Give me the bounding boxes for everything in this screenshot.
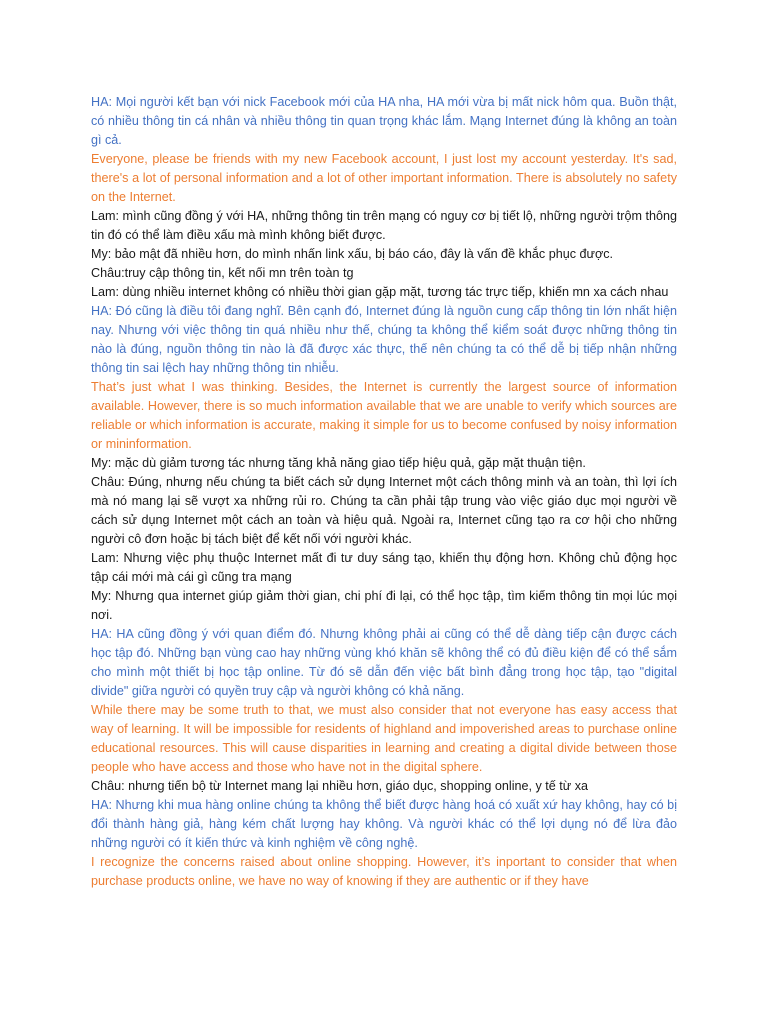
- paragraph-ha-2: HA: Đó cũng là điều tôi đang nghĩ. Bên cạnh đó, Internet đúng là nguồn cung cấp thông tin lớn nhất hiện nay. Nhưng với việc thông tin quá nhiều như thế, chúng ta không thể kiểm soát được những thông tin nào là đúng, nguồn thông tin nào là đã được xác thực, thế nên chúng ta có thể dễ bị tiếp nhận những thông tin sai lệch hay những thông tin nhiễu.: [91, 304, 677, 375]
- paragraph-ha-1-translation: Everyone, please be friends with my new Facebook account, I just lost my account yesterday. It's sad, there's a lot of personal information and a lot of other important information. There is absolutely no safety on the Internet.: [91, 152, 677, 204]
- paragraph-chau-1: Châu:truy cập thông tin, kết nối mn trên toàn tg: [91, 266, 354, 280]
- paragraph-lam-3: Lam: Nhưng việc phụ thuộc Internet mất đi tư duy sáng tạo, khiến thụ động hơn. Không chủ động học tập cái mới mà cái gì cũng tra mạng: [91, 551, 677, 584]
- paragraph-my-1: My: bảo mật đã nhiều hơn, do mình nhấn link xấu, bị báo cáo, đây là vấn đề khắc phục được.: [91, 247, 614, 261]
- paragraph-my-2: My: mặc dù giảm tương tác nhưng tăng khả năng giao tiếp hiệu quả, gặp mặt thuận tiện.: [91, 456, 586, 470]
- paragraph-ha-4-translation: I recognize the concerns raised about online shopping. However, it’s inportant to consider that when purchase products online, we have no way of knowing if they are authentic or if they have: [91, 855, 677, 888]
- paragraph-lam-1: Lam: mình cũng đồng ý với HA, những thông tin trên mạng có nguy cơ bị tiết lộ, những người trộm thông tin đó có thể làm điều xấu mà mình không biết được.: [91, 209, 677, 242]
- paragraph-ha-3: HA: HA cũng đồng ý với quan điểm đó. Nhưng không phải ai cũng có thể dễ dàng tiếp cận được cách học tập đó. Những bạn vùng cao hay những vùng khó khăn sẽ không thể có đủ điều kiện để có thể sắm cho mình một thiết bị học tập online. Từ đó sẽ dẫn đến việc bất bình đẳng trong học tập, tạo "digital divide" giữa người có quyền truy cập và người không có khả năng.: [91, 627, 677, 698]
- paragraph-ha-4: HA: Nhưng khi mua hàng online chúng ta không thể biết được hàng hoá có xuất xứ hay không, hay có bị đổi thành hàng giả, hàng kém chất lượng hay không. Và người khác có thể lợi dụng nó để lừa đảo những người có ít kiến thức và kinh nghiệm về công nghệ.: [91, 798, 677, 850]
- paragraph-ha-3-translation: While there may be some truth to that, we must also consider that not everyone has easy access that way of learning. It will be impossible for residents of highland and impoverished areas to purchase online educational resources. This will cause disparities in learning and creating a digital divide between those people who have access and those who have not in the digital sphere.: [91, 703, 677, 774]
- paragraph-lam-2: Lam: dùng nhiều internet không có nhiều thời gian gặp mặt, tương tác trực tiếp, khiến mn xa cách nhau: [91, 285, 669, 299]
- paragraph-chau-3: Châu: nhưng tiến bộ từ Internet mang lại nhiều hơn, giáo dục, shopping online, y tế từ xa: [91, 779, 589, 793]
- document-page: [91, 93, 677, 891]
- paragraph-ha-1: HA: Mọi người kết bạn với nick Facebook mới của HA nha, HA mới vừa bị mất nick hôm qua. Buồn thật, có nhiều thông tin cá nhân và nhiều thông tin quan trọng khác lắm. Mạng Internet đúng là không an toàn gì cả.: [91, 95, 677, 147]
- paragraph-ha-2-translation: That’s just what I was thinking. Besides, the Internet is currently the largest source of information available. However, there is so much information available that we are unable to verify which sources are reliable or which information is accurate, making it simple for us to become confused by noisy information or mininformation.: [91, 380, 677, 451]
- paragraph-my-3: My: Nhưng qua internet giúp giảm thời gian, chi phí đi lại, có thể học tập, tìm kiếm thông tin mọi lúc mọi nơi.: [91, 589, 677, 622]
- paragraph-chau-2: Châu: Đúng, nhưng nếu chúng ta biết cách sử dụng Internet một cách thông minh và an toàn, thì lợi ích mà nó mang lại sẽ vượt xa những rủi ro. Chúng ta cần phải tập trung vào việc giáo dục mọi người về cách sử dụng Internet một cách an toàn và hiệu quả. Ngoài ra, Internet cũng tạo ra cơ hội cho những người cô đơn hoặc bị tách biệt để kết nối với người khác.: [91, 475, 677, 546]
